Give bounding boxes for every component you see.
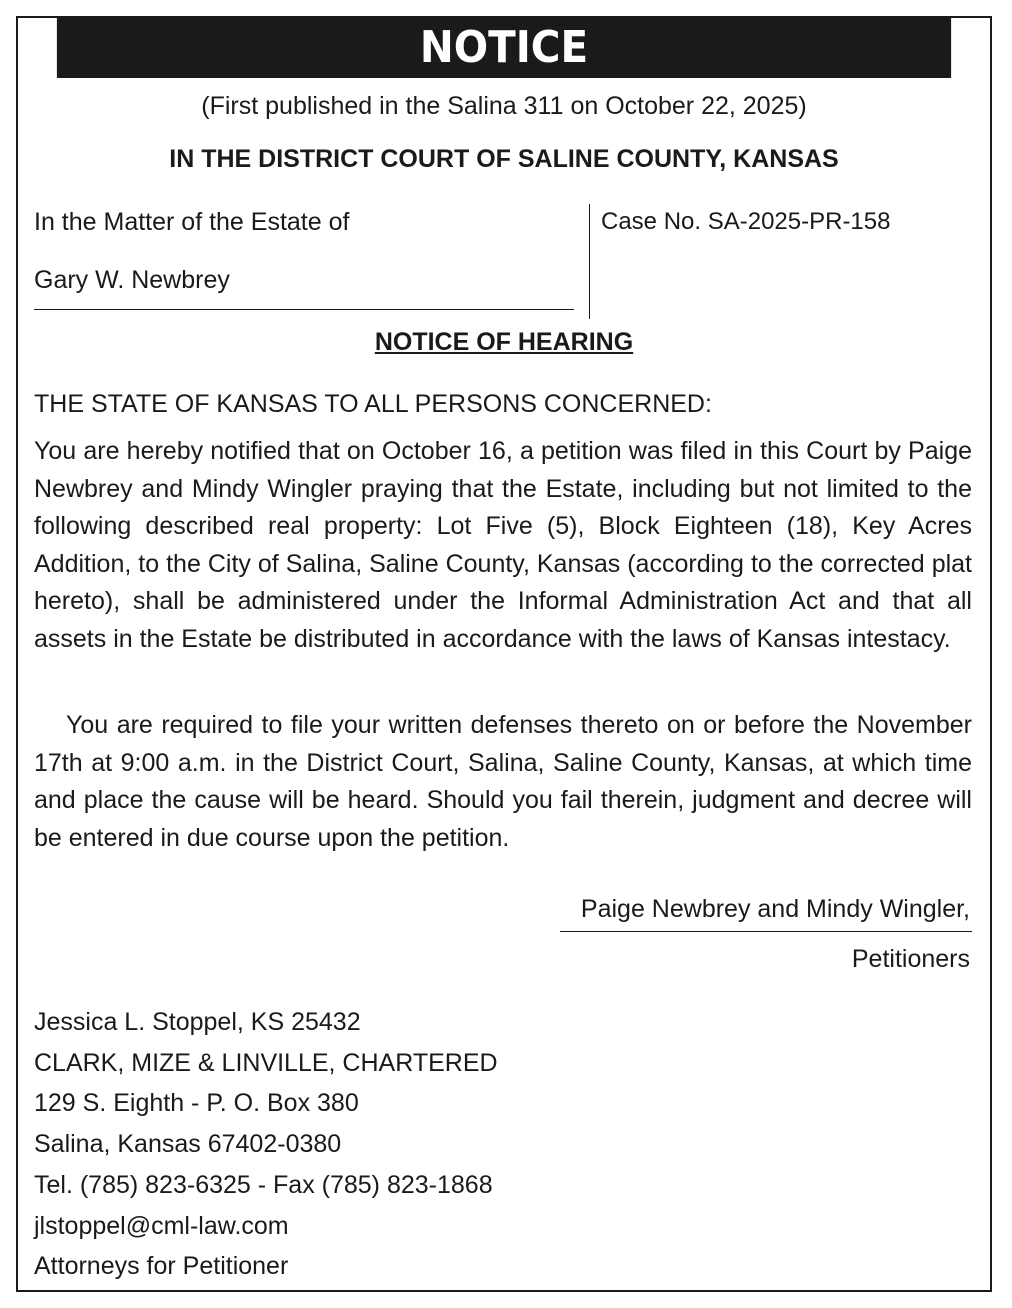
- salutation: THE STATE OF KANSAS TO ALL PERSONS CONCERNED:: [34, 390, 712, 418]
- attorney-name: Jessica L. Stoppel, KS 25432: [34, 1008, 361, 1036]
- attorney-email: jlstoppel@cml-law.com: [34, 1211, 289, 1240]
- notice-of-hearing-title: NOTICE OF HEARING: [374, 328, 634, 356]
- signature-rule: [560, 931, 972, 932]
- court-heading: IN THE DISTRICT COURT OF SALINE COUNTY, KANSAS: [169, 145, 839, 173]
- publication-line: (First published in the Salina 311 on October 22, 2025): [201, 92, 807, 120]
- attorney-block: [34, 1002, 498, 1287]
- body-paragraph-1: You are hereby notified that on October 16, a petition was filed in this Court by Paige Newbrey and Mindy Wingler praying that the Estate, including but not limited to the following described real property: Lot Five (5), Block Eighteen (18), Key Acres Addition, to the City of Salina, Saline County, Kansas (according to the corrected plat hereto), shall be administered under the Informal Administration Act and that all assets in the Estate be distributed in accordance with the laws of Kansas intestacy.: [34, 437, 972, 653]
- firm-city: Salina, Kansas 67402-0380: [34, 1130, 342, 1159]
- caption-rule: [34, 309, 574, 310]
- firm-address: 129 S. Eighth - P. O. Box 380: [34, 1089, 359, 1118]
- case-number: Case No. SA-2025-PR-158: [601, 208, 891, 235]
- notice-banner: NOTICE: [57, 18, 951, 78]
- body-paragraph-2: You are required to file your written defenses thereto on or before the November 17th at 9:00 a.m. in the District Court, Salina, Saline County, Kansas, at which time and place the cause will be heard. Should you fail therein, judgment and decree will be entered in due course upon the petition.: [34, 711, 972, 852]
- caption-divider: [589, 204, 590, 319]
- attorney-role: Attorneys for Petitioner: [34, 1252, 289, 1281]
- notice-frame: [16, 16, 992, 1292]
- law-firm: CLARK, MIZE & LINVILLE, CHARTERED: [34, 1048, 498, 1077]
- decedent-name: Gary W. Newbrey: [34, 266, 230, 294]
- estate-matter-label: In the Matter of the Estate of: [34, 208, 350, 236]
- firm-phone-fax: Tel. (785) 823-6325 - Fax (785) 823-1868: [34, 1170, 493, 1199]
- petitioner-signature-names: Paige Newbrey and Mindy Wingler,: [580, 895, 970, 923]
- petitioners-label: Petitioners: [851, 945, 970, 973]
